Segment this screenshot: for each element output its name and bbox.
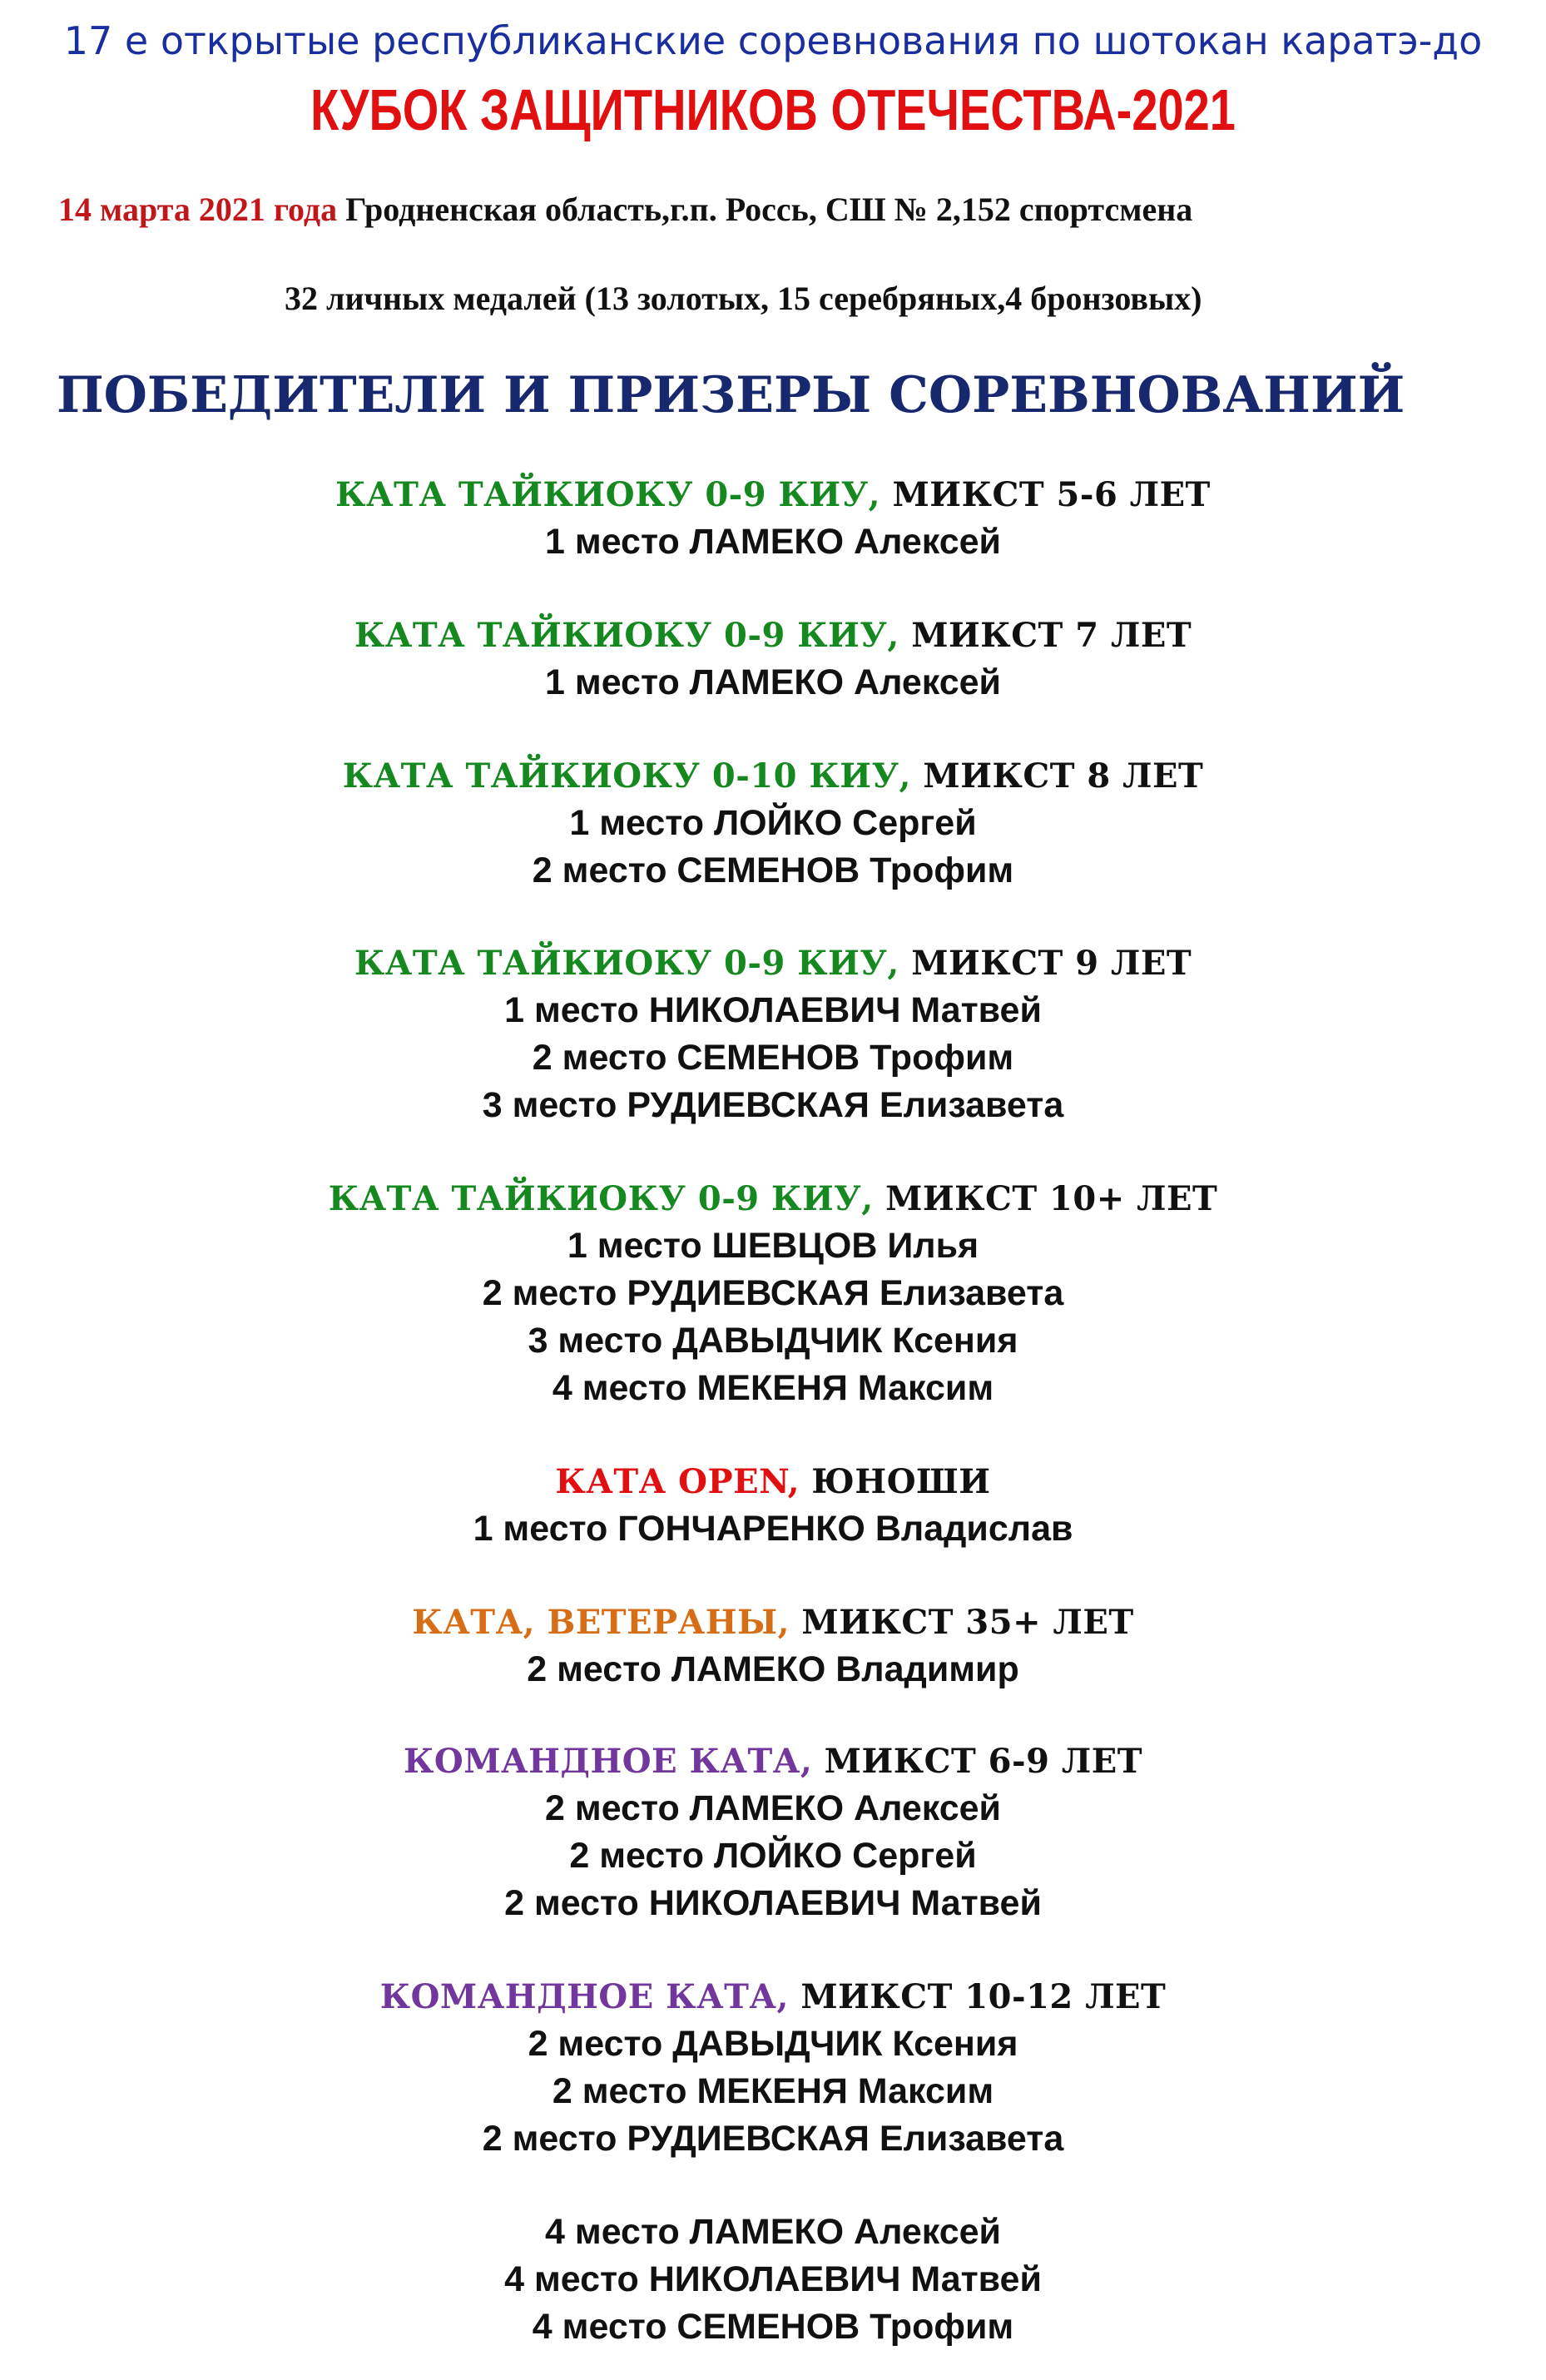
event-info-line: [58, 190, 1192, 229]
place-entry: 4 место МЕКЕНЯ Максим: [552, 1368, 994, 1408]
age-group-label: МИКСТ 35+ ЛЕТ: [790, 1603, 1134, 1642]
results-section: [0, 2209, 1546, 2351]
place-entry: 2 место МЕКЕНЯ Максим: [552, 2071, 994, 2111]
age-group-label: МИКСТ 10-12 ЛЕТ: [788, 1977, 1167, 2016]
place-entry: 4 место СЕМЕНОВ Трофим: [532, 2307, 1014, 2347]
place-entry: 2 место РУДИЕВСКАЯ Елизавета: [482, 1273, 1064, 1313]
place-entry: 2 место ДАВЫДЧИК Ксения: [528, 2024, 1018, 2064]
event-subtitle: 17 е открытые республиканские соревнования по шотокан каратэ-до: [63, 18, 1483, 63]
place-entry: 1 место ЛОЙКО Сергей: [569, 803, 977, 843]
medal-summary: 32 личных медалей (13 золотых, 15 серебряных,4 бронзовых): [285, 280, 1202, 317]
results-section: [0, 1175, 1546, 1412]
age-group-label: МИКСТ 9 ЛЕТ: [899, 944, 1192, 983]
category-label: КАТА, ВЕТЕРАНЫ,: [412, 1603, 790, 1642]
place-entry: 2 место ЛАМЕКО Владимир: [527, 1649, 1019, 1689]
place-entry: 3 место РУДИЕВСКАЯ Елизавета: [482, 1085, 1064, 1125]
age-group-label: МИКСТ 8 ЛЕТ: [910, 756, 1204, 796]
section-header: [0, 1458, 1546, 1505]
results-section: [0, 1458, 1546, 1553]
age-group-label: МИКСТ 6-9 ЛЕТ: [812, 1742, 1142, 1781]
section-header: [0, 471, 1546, 518]
place-entry: 2 место СЕМЕНОВ Трофим: [532, 1038, 1014, 1078]
results-section: [0, 612, 1546, 707]
section-header: [0, 1738, 1546, 1785]
section-header: [0, 1175, 1546, 1222]
age-group-label: МИКСТ 5-6 ЛЕТ: [880, 475, 1211, 514]
place-entry: 2 место ЛАМЕКО Алексей: [545, 1788, 1001, 1828]
category-label: КАТА ТАЙКИОКУ 0-10 КИУ,: [342, 756, 911, 796]
section-header: [0, 1973, 1546, 2021]
results-section: [0, 471, 1546, 566]
category-label: КАТА OPEN,: [555, 1462, 800, 1501]
category-label: КОМАНДНОЕ КАТА,: [379, 1977, 789, 2016]
place-entry: 2 место СЕМЕНОВ Трофим: [532, 850, 1014, 890]
results-section: [0, 752, 1546, 895]
section-header: [0, 752, 1546, 800]
place-entry: 1 место ЛАМЕКО Алексей: [545, 662, 1001, 702]
place-entry: 3 место ДАВЫДЧИК Ксения: [528, 1321, 1018, 1361]
category-label: КАТА ТАЙКИОКУ 0-9 КИУ,: [354, 944, 899, 983]
place-entry: 2 место РУДИЕВСКАЯ Елизавета: [482, 2119, 1064, 2159]
results-section: [0, 940, 1546, 1129]
category-label: КАТА ТАЙКИОКУ 0-9 КИУ,: [354, 616, 899, 655]
results-section: [0, 1738, 1546, 1927]
place-entry: 2 место ЛОЙКО Сергей: [569, 1836, 977, 1876]
place-entry: 1 место НИКОЛАЕВИЧ Матвей: [504, 990, 1042, 1030]
place-entry: 4 место НИКОЛАЕВИЧ Матвей: [504, 2259, 1042, 2299]
age-group-label: ЮНОШИ: [800, 1462, 991, 1501]
winners-heading: ПОБЕДИТЕЛИ И ПРИЗЕРЫ СОРЕВНОВАНИЙ: [57, 366, 1405, 424]
category-label: КАТА ТАЙКИОКУ 0-9 КИУ,: [328, 1179, 874, 1218]
event-date: 14 марта 2021 года: [58, 191, 338, 228]
results-section: [0, 1973, 1546, 2163]
results-section: [0, 1599, 1546, 1693]
place-entry: 1 место ЛАМЕКО Алексей: [545, 522, 1001, 562]
age-group-label: МИКСТ 10+ ЛЕТ: [873, 1179, 1218, 1218]
place-entry: 2 место НИКОЛАЕВИЧ Матвей: [504, 1883, 1042, 1923]
section-header: [0, 940, 1546, 987]
category-label: КАТА ТАЙКИОКУ 0-9 КИУ,: [335, 475, 881, 514]
age-group-label: МИКСТ 7 ЛЕТ: [899, 616, 1192, 655]
category-label: КОМАНДНОЕ КАТА,: [404, 1742, 813, 1781]
event-title: КУБОК ЗАЩИТНИКОВ ОТЕЧЕСТВА-2021: [310, 77, 1236, 142]
section-header: [0, 612, 1546, 659]
event-location: Гродненская область,г.п. Россь, СШ № 2,152 спортсмена: [337, 191, 1193, 228]
section-header: [0, 1599, 1546, 1646]
place-entry: 1 место ГОНЧАРЕНКО Владислав: [473, 1509, 1073, 1549]
place-entry: 1 место ШЕВЦОВ Илья: [567, 1226, 979, 1266]
place-entry: 4 место ЛАМЕКО Алексей: [545, 2212, 1001, 2252]
